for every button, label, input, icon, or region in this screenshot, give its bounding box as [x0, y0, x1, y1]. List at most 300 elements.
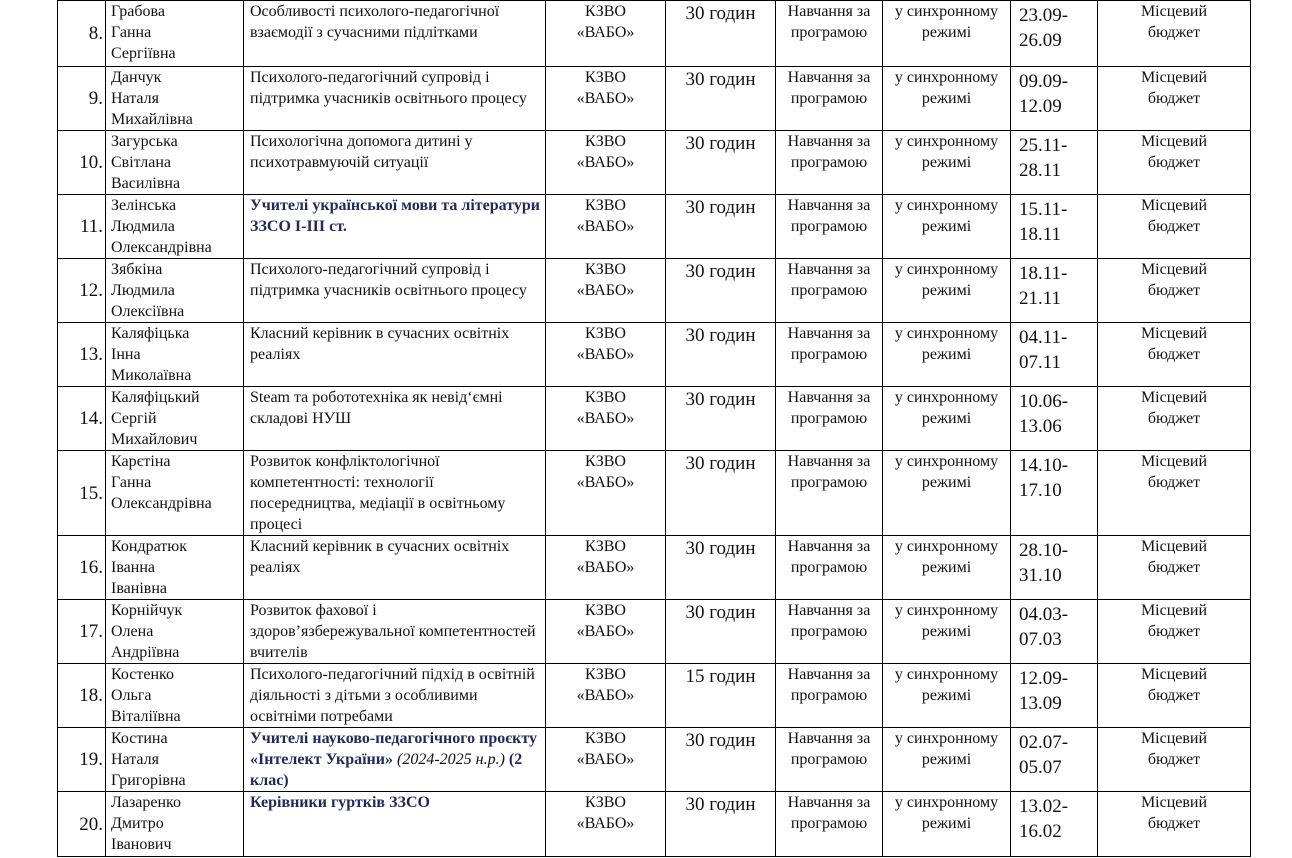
mode-line: у синхронному [894, 3, 999, 20]
form-line: програмою [790, 687, 868, 704]
mode-line: у синхронному [894, 666, 999, 683]
org-line: КЗВО [585, 197, 626, 214]
mode-line: режимі [921, 154, 972, 171]
training-mode [883, 323, 1011, 387]
org-line: КЗВО [585, 602, 626, 619]
training-form [776, 728, 883, 792]
training-form [776, 536, 883, 600]
org-line: «ВАБО» [576, 687, 635, 704]
name-line: Григорівна [111, 772, 186, 789]
date-line: 10.06- [1019, 391, 1069, 412]
date-line: 23.09- [1019, 5, 1069, 26]
date-line: 13.06 [1019, 416, 1062, 437]
topic-text: Психолого-педагогічний підхід в освітній діяльності з дітьми з особливими освітніми потребами [250, 666, 535, 725]
participant-name [106, 131, 244, 195]
training-mode [883, 131, 1011, 195]
hours: 30 годин [666, 792, 776, 857]
date-line: 15.11- [1019, 199, 1068, 220]
funding-source [1098, 536, 1251, 600]
participant-name [106, 387, 244, 451]
form-line: програмою [790, 410, 868, 427]
table-row [58, 387, 1251, 451]
funding-source [1098, 451, 1251, 536]
name-line: Олена [111, 623, 154, 640]
table-row [58, 664, 1251, 728]
name-line: Зелінська [111, 197, 177, 214]
funding-line: Місцевий [1140, 69, 1208, 86]
org-line: «ВАБО» [576, 410, 635, 427]
name-line: Ганна [111, 24, 152, 41]
training-form [776, 451, 883, 536]
course-topic [244, 728, 546, 792]
dates [1011, 195, 1098, 259]
mode-line: режимі [921, 687, 972, 704]
form-line: Навчання за [787, 538, 871, 555]
form-line: Навчання за [787, 602, 871, 619]
course-topic [244, 451, 546, 536]
hours: 30 годин [666, 600, 776, 664]
dates [1011, 387, 1098, 451]
funding-line: бюджет [1147, 687, 1201, 704]
form-line: програмою [790, 559, 868, 576]
date-line: 13.02- [1019, 796, 1069, 817]
org-line: «ВАБО» [576, 346, 635, 363]
date-line: 12.09 [1019, 96, 1062, 117]
table-row [58, 195, 1251, 259]
name-line: Зябкіна [111, 261, 163, 278]
org-line: «ВАБО» [576, 474, 635, 491]
date-line: 04.03- [1019, 604, 1069, 625]
form-line: програмою [790, 90, 868, 107]
organization [546, 67, 666, 131]
participant-name [106, 536, 244, 600]
course-topic [244, 536, 546, 600]
date-line: 21.11 [1019, 288, 1062, 309]
course-topic [244, 1, 546, 67]
funding-source [1098, 387, 1251, 451]
funding-line: Місцевий [1140, 261, 1208, 278]
training-form [776, 387, 883, 451]
funding-line: Місцевий [1140, 730, 1208, 747]
date-line: 17.10 [1019, 480, 1062, 501]
course-topic [244, 323, 546, 387]
name-line: Сергіївна [111, 45, 176, 62]
form-line: Навчання за [787, 3, 871, 20]
name-line: Андріївна [111, 644, 180, 661]
organization [546, 1, 666, 67]
form-line: Навчання за [787, 325, 871, 342]
org-line: «ВАБО» [576, 815, 635, 832]
participant-name [106, 792, 244, 857]
funding-line: бюджет [1147, 474, 1201, 491]
form-line: програмою [790, 623, 868, 640]
topic-text: Розвиток конфліктологічної компетентності: технології посередництва, медіації в освітньому процесі [250, 453, 506, 533]
date-line: 05.07 [1019, 757, 1062, 778]
mode-line: режимі [921, 90, 972, 107]
table-row [58, 451, 1251, 536]
mode-line: у синхронному [894, 453, 999, 470]
hours: 30 годин [666, 67, 776, 131]
org-line: «ВАБО» [576, 90, 635, 107]
funding-line: Місцевий [1140, 794, 1208, 811]
mode-line: у синхронному [894, 325, 999, 342]
name-line: Людмила [111, 282, 175, 299]
table-row [58, 600, 1251, 664]
org-line: КЗВО [585, 325, 626, 342]
funding-source [1098, 664, 1251, 728]
org-line: КЗВО [585, 389, 626, 406]
training-mode [883, 387, 1011, 451]
date-line: 09.09- [1019, 71, 1069, 92]
hours: 30 годин [666, 1, 776, 67]
mode-line: режимі [921, 559, 972, 576]
name-line: Олександрівна [111, 495, 212, 512]
training-form [776, 664, 883, 728]
mode-line: у синхронному [894, 602, 999, 619]
funding-source [1098, 728, 1251, 792]
hours: 30 годин [666, 536, 776, 600]
training-mode [883, 67, 1011, 131]
form-line: Навчання за [787, 69, 871, 86]
funding-line: Місцевий [1140, 666, 1208, 683]
organization [546, 387, 666, 451]
funding-line: Місцевий [1140, 197, 1208, 214]
row-number: 17. [58, 600, 106, 664]
mode-line: режимі [921, 346, 972, 363]
org-line: КЗВО [585, 730, 626, 747]
organization [546, 792, 666, 857]
funding-line: Місцевий [1140, 389, 1208, 406]
form-line: Навчання за [787, 453, 871, 470]
org-line: «ВАБО» [576, 218, 635, 235]
dates [1011, 536, 1098, 600]
funding-line: бюджет [1147, 154, 1201, 171]
name-line: Данчук [111, 69, 162, 86]
course-topic [244, 131, 546, 195]
topic-text: Класний керівник в сучасних освітніх реаліях [250, 325, 510, 363]
mode-line: режимі [921, 218, 972, 235]
table-row [58, 792, 1251, 857]
table-row [58, 536, 1251, 600]
funding-line: бюджет [1147, 623, 1201, 640]
row-number: 10. [58, 131, 106, 195]
funding-line: бюджет [1147, 90, 1201, 107]
training-form [776, 1, 883, 67]
training-form [776, 792, 883, 857]
training-mode [883, 451, 1011, 536]
date-line: 25.11- [1019, 135, 1068, 156]
mode-line: у синхронному [894, 133, 999, 150]
organization [546, 728, 666, 792]
form-line: програмою [790, 751, 868, 768]
organization [546, 323, 666, 387]
topic-text: (2 клас) [250, 751, 523, 789]
name-line: Каляфіцький [111, 389, 200, 406]
training-mode [883, 536, 1011, 600]
topic-text: Учителі науково-педагогічного проєкту «Інтелект України» [250, 730, 538, 768]
mode-line: режимі [921, 815, 972, 832]
name-line: Сергій [111, 410, 157, 427]
participant-name [106, 259, 244, 323]
date-line: 28.11 [1019, 160, 1062, 181]
mode-line: режимі [921, 410, 972, 427]
date-line: 28.10- [1019, 540, 1069, 561]
funding-line: бюджет [1147, 559, 1201, 576]
dates [1011, 131, 1098, 195]
form-line: програмою [790, 154, 868, 171]
hours: 30 годин [666, 728, 776, 792]
name-line: Іванович [111, 836, 172, 853]
hours: 30 годин [666, 131, 776, 195]
row-number: 20. [58, 792, 106, 857]
training-form [776, 600, 883, 664]
org-line: КЗВО [585, 794, 626, 811]
table-row [58, 131, 1251, 195]
course-topic [244, 195, 546, 259]
row-number: 11. [58, 195, 106, 259]
date-line: 18.11 [1019, 224, 1062, 245]
name-line: Миколаївна [111, 367, 192, 384]
funding-line: Місцевий [1140, 453, 1208, 470]
organization [546, 600, 666, 664]
row-number: 15. [58, 451, 106, 536]
course-topic [244, 600, 546, 664]
dates [1011, 600, 1098, 664]
course-topic [244, 387, 546, 451]
course-topic [244, 792, 546, 857]
date-line: 02.07- [1019, 732, 1069, 753]
course-topic [244, 664, 546, 728]
form-line: Навчання за [787, 133, 871, 150]
name-line: Карєтіна [111, 453, 171, 470]
participant-name [106, 451, 244, 536]
funding-line: бюджет [1147, 815, 1201, 832]
training-mode [883, 792, 1011, 857]
participant-name [106, 1, 244, 67]
form-line: Навчання за [787, 666, 871, 683]
row-number: 16. [58, 536, 106, 600]
dates [1011, 67, 1098, 131]
course-topic [244, 67, 546, 131]
mode-line: у синхронному [894, 261, 999, 278]
date-line: 18.11- [1019, 263, 1068, 284]
dates [1011, 451, 1098, 536]
org-line: «ВАБО» [576, 282, 635, 299]
funding-line: Місцевий [1140, 538, 1208, 555]
organization [546, 131, 666, 195]
form-line: Навчання за [787, 730, 871, 747]
hours: 30 годин [666, 259, 776, 323]
funding-source [1098, 259, 1251, 323]
name-line: Іванна [111, 559, 155, 576]
organization [546, 451, 666, 536]
name-line: Кондратюк [111, 538, 187, 555]
table-row [58, 728, 1251, 792]
organization [546, 259, 666, 323]
courses-table [57, 0, 1251, 857]
hours: 30 годин [666, 195, 776, 259]
form-line: програмою [790, 218, 868, 235]
date-line: 12.09- [1019, 668, 1069, 689]
dates [1011, 728, 1098, 792]
form-line: Навчання за [787, 261, 871, 278]
organization [546, 664, 666, 728]
name-line: Костенко [111, 666, 174, 683]
mode-line: режимі [921, 24, 972, 41]
table-row [58, 1, 1251, 67]
mode-line: режимі [921, 474, 972, 491]
form-line: програмою [790, 474, 868, 491]
training-mode [883, 600, 1011, 664]
funding-line: бюджет [1147, 751, 1201, 768]
name-line: Світлана [111, 154, 172, 171]
funding-line: бюджет [1147, 218, 1201, 235]
participant-name [106, 323, 244, 387]
name-line: Віталіївна [111, 708, 181, 725]
org-line: КЗВО [585, 453, 626, 470]
name-line: Костина [111, 730, 168, 747]
name-line: Корнійчук [111, 602, 183, 619]
topic-text: Класний керівник в сучасних освітніх реаліях [250, 538, 510, 576]
date-line: 07.03 [1019, 629, 1062, 650]
row-number: 13. [58, 323, 106, 387]
funding-source [1098, 600, 1251, 664]
date-line: 14.10- [1019, 455, 1069, 476]
org-line: «ВАБО» [576, 24, 635, 41]
table-row [58, 323, 1251, 387]
funding-source [1098, 1, 1251, 67]
form-line: програмою [790, 346, 868, 363]
name-line: Олексіївна [111, 303, 185, 320]
org-line: КЗВО [585, 3, 626, 20]
date-line: 13.09 [1019, 693, 1062, 714]
dates [1011, 323, 1098, 387]
name-line: Наталя [111, 90, 160, 107]
mode-line: режимі [921, 282, 972, 299]
date-line: 16.02 [1019, 821, 1062, 842]
name-line: Ольга [111, 687, 152, 704]
name-line: Ганна [111, 474, 152, 491]
funding-source [1098, 195, 1251, 259]
org-line: КЗВО [585, 261, 626, 278]
mode-line: режимі [921, 751, 972, 768]
funding-line: Місцевий [1140, 133, 1208, 150]
form-line: Навчання за [787, 389, 871, 406]
org-line: КЗВО [585, 69, 626, 86]
training-form [776, 67, 883, 131]
org-line: «ВАБО» [576, 559, 635, 576]
organization [546, 536, 666, 600]
name-line: Василівна [111, 175, 181, 192]
date-line: 07.11 [1019, 352, 1062, 373]
topic-text: Керівники гуртків ЗЗСО [250, 794, 430, 811]
row-number: 9. [58, 67, 106, 131]
form-line: програмою [790, 815, 868, 832]
table-row [58, 259, 1251, 323]
training-mode [883, 195, 1011, 259]
org-line: «ВАБО» [576, 751, 635, 768]
name-line: Інна [111, 346, 141, 363]
participant-name [106, 728, 244, 792]
training-form [776, 195, 883, 259]
hours: 30 годин [666, 323, 776, 387]
form-line: Навчання за [787, 794, 871, 811]
organization [546, 195, 666, 259]
hours: 30 годин [666, 451, 776, 536]
funding-line: Місцевий [1140, 3, 1208, 20]
topic-text: Психолого-педагогічний супровід і підтримка учасників освітнього процесу [250, 69, 527, 107]
training-mode [883, 664, 1011, 728]
topic-text: Особливості психолого-педагогічної взаємодії з сучасними підлітками [250, 3, 500, 41]
name-line: Грабова [111, 3, 165, 20]
name-line: Дмитро [111, 815, 164, 832]
training-mode [883, 1, 1011, 67]
org-line: «ВАБО» [576, 623, 635, 640]
participant-name [106, 600, 244, 664]
course-topic [244, 259, 546, 323]
dates [1011, 664, 1098, 728]
training-mode [883, 728, 1011, 792]
participant-name [106, 67, 244, 131]
dates [1011, 259, 1098, 323]
training-form [776, 131, 883, 195]
name-line: Михайлович [111, 431, 198, 448]
topic-text: Розвиток фахової і здоров’язбережувальної компетентностей вчителів [250, 602, 536, 661]
topic-text: Steam та робототехніка як невід‘ємні складові НУШ [250, 389, 503, 427]
row-number: 18. [58, 664, 106, 728]
funding-line: бюджет [1147, 24, 1201, 41]
form-line: програмою [790, 282, 868, 299]
mode-line: у синхронному [894, 538, 999, 555]
training-mode [883, 259, 1011, 323]
funding-source [1098, 792, 1251, 857]
topic-text: (2024-2025 н.р.) [397, 751, 505, 768]
name-line: Загурська [111, 133, 178, 150]
mode-line: у синхронному [894, 389, 999, 406]
topic-text: Учителі української мови та літератури ЗЗСО І-ІІІ ст. [250, 197, 540, 235]
row-number: 14. [58, 387, 106, 451]
topic-text: Психолого-педагогічний супровід і підтримка учасників освітнього процесу [250, 261, 527, 299]
funding-line: бюджет [1147, 282, 1201, 299]
name-line: Каляфіцька [111, 325, 190, 342]
mode-line: у синхронному [894, 794, 999, 811]
row-number: 8. [58, 1, 106, 67]
funding-line: Місцевий [1140, 602, 1208, 619]
row-number: 19. [58, 728, 106, 792]
name-line: Іванівна [111, 580, 167, 597]
name-line: Михайлівна [111, 111, 193, 128]
name-line: Олександрівна [111, 239, 212, 256]
dates [1011, 1, 1098, 67]
participant-name [106, 664, 244, 728]
funding-line: бюджет [1147, 346, 1201, 363]
hours: 30 годин [666, 387, 776, 451]
table-row [58, 67, 1251, 131]
funding-source [1098, 67, 1251, 131]
form-line: Навчання за [787, 197, 871, 214]
name-line: Людмила [111, 218, 175, 235]
hours: 15 годин [666, 664, 776, 728]
mode-line: у синхронному [894, 197, 999, 214]
training-form [776, 323, 883, 387]
mode-line: режимі [921, 623, 972, 640]
org-line: КЗВО [585, 666, 626, 683]
training-form [776, 259, 883, 323]
org-line: «ВАБО» [576, 154, 635, 171]
date-line: 26.09 [1019, 30, 1062, 51]
org-line: КЗВО [585, 538, 626, 555]
name-line: Наталя [111, 751, 160, 768]
